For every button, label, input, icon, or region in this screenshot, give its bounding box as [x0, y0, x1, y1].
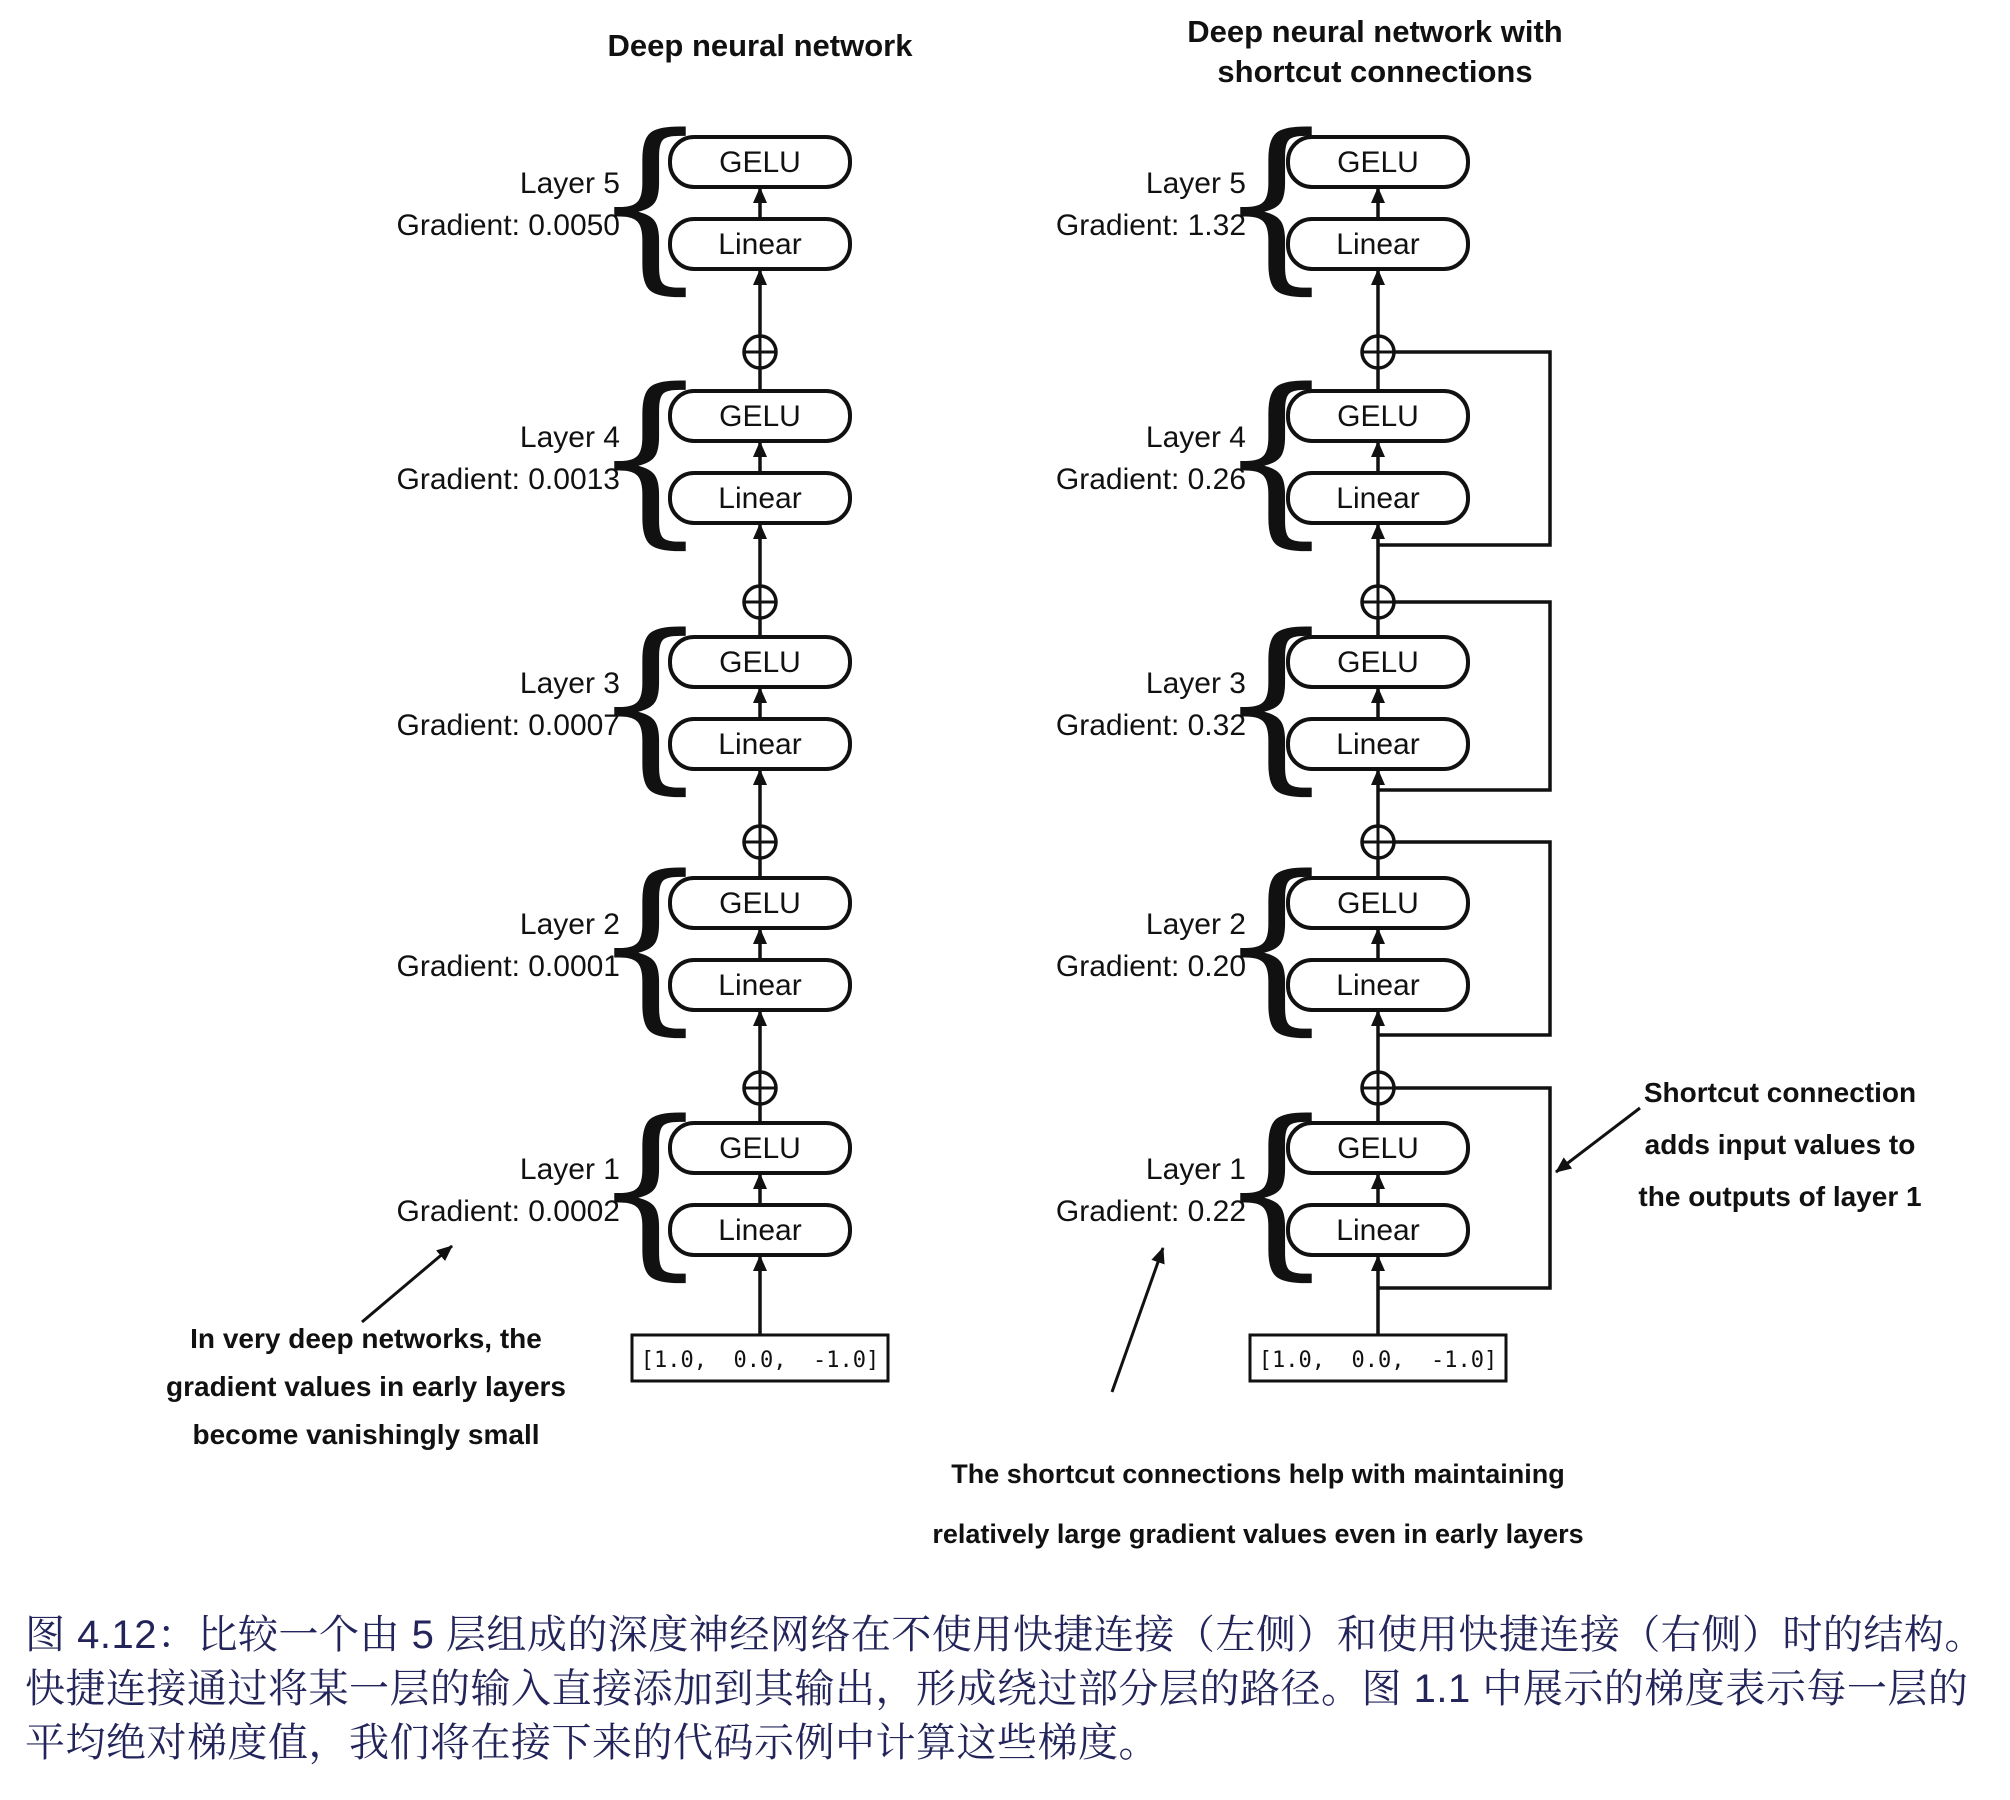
- input-vector-value: [1.0, 0.0, -1.0]: [640, 1348, 880, 1373]
- layer-brace: {: [1217, 1081, 1335, 1297]
- layer-brace: {: [1217, 595, 1335, 811]
- figure-caption-line3: 平均绝对梯度值，我们将在接下来的代码示例中计算这些梯度。: [25, 1721, 1159, 1765]
- layer-name-label: Layer 2: [519, 908, 620, 941]
- annotation-shortcut-arrow: [1556, 1108, 1640, 1172]
- add-node-icon: [1362, 586, 1394, 618]
- layer-name-label: Layer 5: [519, 167, 620, 200]
- layer-name-label: Layer 5: [1145, 167, 1246, 200]
- layer-brace: {: [1217, 95, 1335, 311]
- figure-caption: [25, 1608, 1995, 1770]
- annotation-shortcut-line3: the outputs of layer 1: [1638, 1181, 1922, 1212]
- gelu-box-label: GELU: [719, 400, 801, 433]
- layer-brace: {: [591, 595, 709, 811]
- gradient-value-label: Gradient: 0.0013: [396, 463, 620, 496]
- annotation-maintain-line1: The shortcut connections help with maintaining: [951, 1459, 1565, 1489]
- annotation-vanishing-line2: gradient values in early layers: [166, 1371, 566, 1402]
- annotation-shortcut-line1: Shortcut connection: [1643, 1077, 1917, 1108]
- add-node-icon: [1362, 336, 1394, 368]
- add-node-icon: [1362, 1072, 1394, 1104]
- gradient-value-label: Gradient: 0.0007: [396, 709, 620, 742]
- gelu-box-label: GELU: [1337, 1132, 1419, 1165]
- gelu-box-label: GELU: [719, 146, 801, 179]
- add-node-icon: [1362, 826, 1394, 858]
- layer-name-label: Layer 3: [1145, 667, 1246, 700]
- gelu-box-label: GELU: [719, 887, 801, 920]
- gelu-box-label: GELU: [1337, 146, 1419, 179]
- gelu-box-label: GELU: [1337, 887, 1419, 920]
- gelu-box-label: GELU: [719, 1132, 801, 1165]
- layer-name-label: Layer 1: [519, 1153, 620, 1186]
- layer-name-label: Layer 1: [1145, 1153, 1246, 1186]
- gelu-box-label: GELU: [1337, 400, 1419, 433]
- annotation-vanishing-line1: In very deep networks, the: [190, 1323, 542, 1354]
- linear-box-label: Linear: [718, 482, 802, 515]
- add-node-icon: [744, 1072, 776, 1104]
- diagram-title-line1: Deep neural network: [607, 28, 913, 63]
- linear-box-label: Linear: [1336, 1214, 1420, 1247]
- annotation-vanishing-arrow: [362, 1246, 452, 1322]
- gradient-value-label: Gradient: 0.26: [1055, 463, 1246, 496]
- diagram-title-line1: Deep neural network with: [1187, 14, 1563, 49]
- linear-box-label: Linear: [1336, 969, 1420, 1002]
- gradient-value-label: Gradient: 0.32: [1055, 709, 1246, 742]
- annotation-vanishing-line3: become vanishingly small: [192, 1419, 540, 1450]
- gradient-value-label: Gradient: 0.20: [1055, 950, 1246, 983]
- gradient-value-label: Gradient: 1.32: [1055, 209, 1246, 242]
- gradient-value-label: Gradient: 0.0001: [396, 950, 620, 983]
- linear-box-label: Linear: [1336, 728, 1420, 761]
- figure-caption-line2: 快捷连接通过将某一层的输入直接添加到其输出，形成绕过部分层的路径。图 1.1 中展示的梯度表示每一层的: [25, 1667, 1969, 1711]
- layer-name-label: Layer 3: [519, 667, 620, 700]
- annotations: [166, 1077, 1922, 1549]
- layer-name-label: Layer 4: [519, 421, 620, 454]
- layer-brace: {: [591, 836, 709, 1052]
- linear-box-label: Linear: [718, 228, 802, 261]
- gelu-box-label: GELU: [1337, 646, 1419, 679]
- layer-name-label: Layer 4: [1145, 421, 1246, 454]
- layer-brace: {: [1217, 349, 1335, 565]
- input-vector-value: [1.0, 0.0, -1.0]: [1258, 1348, 1498, 1373]
- figure-caption-line1: 图 4.12：比较一个由 5 层组成的深度神经网络在不使用快捷连接（左侧）和使用快捷连接（右侧）时的结构。: [25, 1613, 1985, 1657]
- diagram-title-line2: shortcut connections: [1217, 54, 1533, 89]
- gradient-value-label: Gradient: 0.0002: [396, 1195, 620, 1228]
- linear-box-label: Linear: [718, 728, 802, 761]
- linear-box-label: Linear: [718, 969, 802, 1002]
- gelu-box-label: GELU: [719, 646, 801, 679]
- shortcut-connection-line-layer1: [1378, 1088, 1550, 1288]
- add-node-icon: [744, 826, 776, 858]
- add-node-icon: [744, 586, 776, 618]
- linear-box-label: Linear: [1336, 482, 1420, 515]
- add-node-icon: [744, 336, 776, 368]
- layer-brace: {: [591, 349, 709, 565]
- linear-box-label: Linear: [1336, 228, 1420, 261]
- layer-name-label: Layer 2: [1145, 908, 1246, 941]
- layer-brace: {: [591, 1081, 709, 1297]
- gradient-value-label: Gradient: 0.22: [1055, 1195, 1246, 1228]
- layer-brace: {: [591, 95, 709, 311]
- layer-brace: {: [1217, 836, 1335, 1052]
- annotation-maintain-line2: relatively large gradient values even in early layers: [932, 1519, 1584, 1549]
- gradient-value-label: Gradient: 0.0050: [396, 209, 620, 242]
- diagram-plain: [397, 28, 914, 1381]
- diagram-shortcut: [1056, 14, 1563, 1381]
- annotation-maintain-arrow: [1112, 1248, 1163, 1392]
- linear-box-label: Linear: [718, 1214, 802, 1247]
- annotation-shortcut-line2: adds input values to: [1644, 1129, 1916, 1160]
